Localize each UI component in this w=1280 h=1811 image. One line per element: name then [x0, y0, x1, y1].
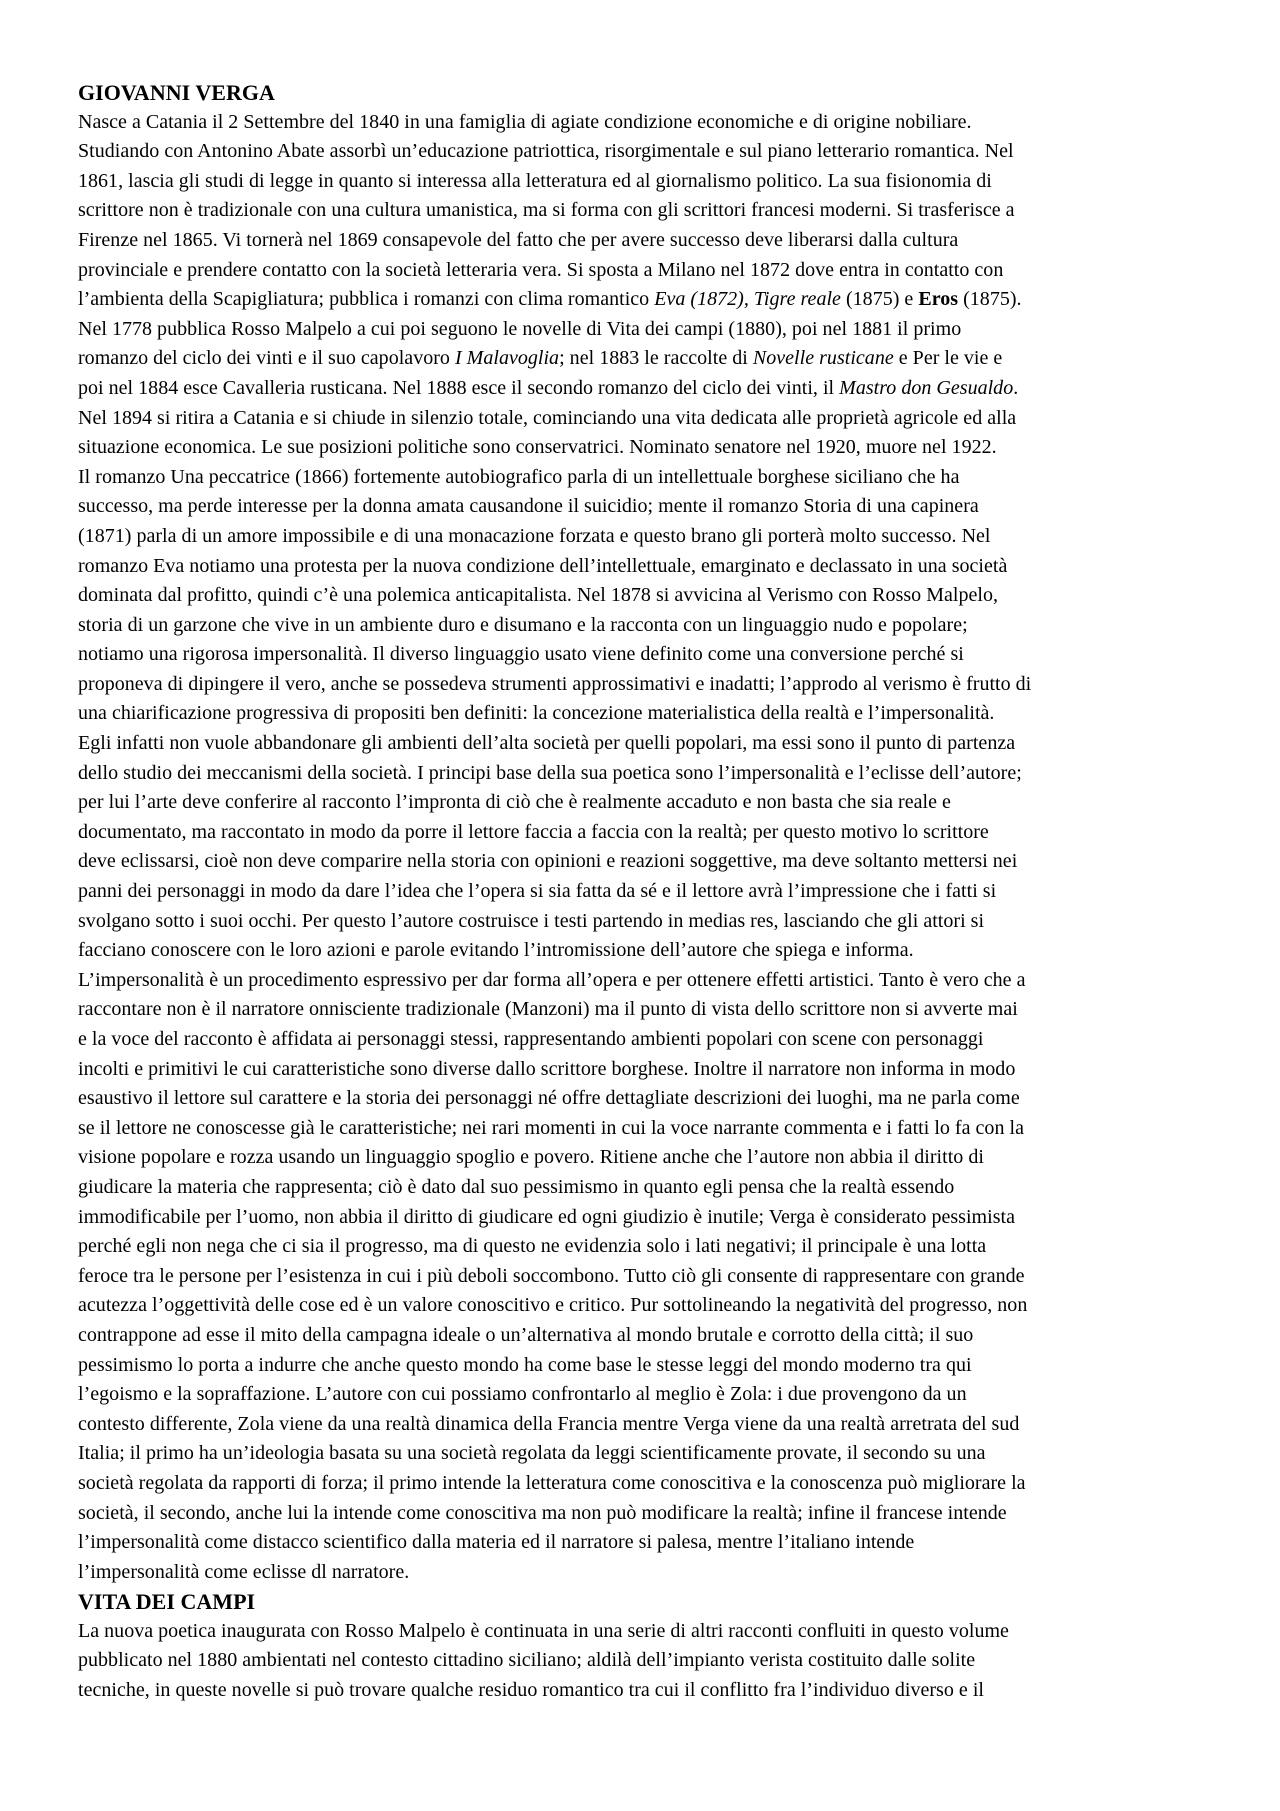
- text-run: panni dei personaggi in modo da dare l’idea che l’opera si sia fatta da sé e il lettore avrà l’impressione che i fatti si: [78, 880, 997, 903]
- text-run: ; nel 1883 le raccolte di: [559, 347, 753, 370]
- text-run: visione popolare e rozza usando un linguaggio spoglio e povero. Ritiene anche che l’autore non abbia il diritto di: [78, 1146, 984, 1169]
- text-line: [78, 374, 1210, 404]
- text-line: [78, 1439, 1210, 1469]
- text-run: perché egli non nega che ci sia il progresso, ma di questo ne evidenzia solo i lati negativi; il principale è una lotta: [78, 1235, 987, 1258]
- text-line: [78, 1558, 1210, 1588]
- text-line: [78, 699, 1210, 729]
- text-line: [78, 1528, 1210, 1558]
- section-heading-vita-dei-campi: VITA DEI CAMPI: [78, 1589, 256, 1615]
- text-line: [78, 463, 1210, 493]
- text-line: [78, 1203, 1210, 1233]
- text-run: 1861, lascia gli studi di legge in quanto si interessa alla letteratura ed al giornalismo politico. La sua fisionomia di: [78, 169, 992, 192]
- text-line: [78, 433, 1210, 463]
- text-line: [78, 995, 1210, 1025]
- text-run: provinciale e prendere contatto con la società letteraria vera. Si sposta a Milano nel 1872 dove entra in contatto con: [78, 258, 1004, 281]
- text-line: [78, 1380, 1210, 1410]
- text-line: [78, 1617, 1210, 1647]
- text-run: Nel 1778 pubblica Rosso Malpelo a cui poi seguono le novelle di Vita dei campi (1880), poi nel 1881 il primo: [78, 317, 962, 340]
- text-line: [78, 404, 1210, 434]
- text-run: Nasce a Catania il 2 Settembre del 1840 in una famiglia di agiate condizione economiche e di origine nobiliare.: [78, 110, 972, 133]
- text-run: L’impersonalità è un procedimento espressivo per dar forma all’opera e per ottenere effetti artistici. Tanto è vero che a: [78, 968, 1026, 991]
- text-run: esaustivo il lettore sul carattere e la storia dei personaggi né offre dettagliate descrizioni dei luoghi, ma ne parla come: [78, 1087, 1020, 1110]
- text-run: notiamo una rigorosa impersonalità. Il diverso linguaggio usato viene definito come una conversione perché si: [78, 643, 964, 666]
- text-line: [78, 877, 1210, 907]
- text-line: [78, 256, 1210, 286]
- text-line: [78, 640, 1210, 670]
- text-run: Italia; il primo ha un’ideologia basata su una società regolata da leggi scientificamente provate, il secondo su una: [78, 1442, 986, 1465]
- text-line: [78, 344, 1210, 374]
- text-line: [78, 966, 1210, 996]
- text-line: [78, 1646, 1210, 1676]
- text-run: e la voce del racconto è affidata ai personaggi stessi, rappresentando ambienti popolari con scene con personaggi: [78, 1028, 984, 1050]
- text-run: romanzo Eva notiamo una protesta per la nuova condizione dell’intellettuale, emarginato e declassato in una società: [78, 554, 1008, 577]
- text-run: Studiando con Antonino Abate assorbì un’educazione patriottica, risorgimentale e sul piano letterario romantica. Nel: [78, 140, 1014, 163]
- text-run: tecniche, in queste novelle si può trovare qualche residuo romantico tra cui il conflitto fra l’individuo diverso e il: [78, 1679, 984, 1702]
- text-run: giudicare la materia che rappresenta; ciò è dato dal suo pessimismo in quanto egli pensa che la realtà essendo: [78, 1175, 955, 1198]
- text-run: .: [1013, 376, 1019, 399]
- text-line: [78, 108, 1210, 138]
- text-line: [78, 1410, 1210, 1440]
- text-run: svolgano sotto i suoi occhi. Per questo l’autore costruisce i testi partendo in medias res, lasciando che gli attori si: [78, 909, 985, 932]
- italic-title: Eva (1872), Tigre reale: [654, 288, 841, 311]
- text-line: [78, 285, 1210, 315]
- text-line: [78, 1055, 1210, 1085]
- text-run: romanzo del ciclo dei vinti e il suo capolavoro: [78, 347, 455, 370]
- text-run: feroce tra le persone per l’esistenza in cui i più deboli soccombono. Tutto ciò gli consente di rappresentare con grande: [78, 1264, 1025, 1287]
- text-run: Egli infatti non vuole abbandonare gli ambienti dell’alta società per quelli popolari, ma essi sono il punto di partenza: [78, 732, 1016, 755]
- text-run: pubblicato nel 1880 ambientati nel contesto cittadino siciliano; aldilà dell’impianto verista costituito dalle solite: [78, 1649, 976, 1672]
- text-line: [78, 1114, 1210, 1144]
- text-run: La nuova poetica inaugurata con Rosso Malpelo è continuata in una serie di altri racconti confluiti in questo volume: [78, 1619, 1009, 1642]
- text-run: (1875) e: [840, 288, 919, 311]
- italic-title: I Malavoglia: [454, 347, 560, 370]
- text-run: Nel 1894 si ritira a Catania e si chiude in silenzio totale, cominciando una vita dedicata alle proprietà agricole ed alla: [78, 406, 1017, 429]
- text-run: scrittore non è tradizionale con una cultura umanistica, ma si forma con gli scrittori francesi moderni. Si trasferisce a: [78, 199, 1015, 222]
- text-run: storia di un garzone che vive in un ambiente duro e disumano e la racconta con un linguaggio nudo e popolare;: [78, 613, 968, 636]
- bold-title: Eros: [918, 288, 959, 311]
- text-run: proponeva di dipingere il vero, anche se possedeva strumenti approssimativi e inadatti; l’approdo al verismo è frutto di: [78, 672, 1032, 695]
- text-run: poi nel 1884 esce Cavalleria rusticana. Nel 1888 esce il secondo romanzo del ciclo dei vinti, il: [78, 376, 840, 399]
- italic-title: Mastro don Gesualdo: [839, 376, 1014, 399]
- text-run: contrappone ad esse il mito della campagna ideale o un’alternativa al mondo brutale e corrotto della città; il suo: [78, 1323, 974, 1346]
- text-line: [78, 1025, 1210, 1055]
- text-line: [78, 1351, 1210, 1381]
- text-line: [78, 552, 1210, 582]
- text-run: l’ambienta della Scapigliatura; pubblica i romanzi con clima romantico: [78, 288, 655, 311]
- text-line: [78, 1084, 1210, 1114]
- text-run: se il lettore ne conoscesse già le caratteristiche; nei rari momenti in cui la voce narrante commenta e i fatti lo fa con la: [78, 1116, 1024, 1139]
- text-run: l’impersonalità come eclisse dl narratore.: [78, 1560, 410, 1583]
- text-run: Firenze nel 1865. Vi tornerà nel 1869 consapevole del fatto che per avere successo deve liberarsi dalla cultura: [78, 228, 959, 251]
- text-line: [78, 137, 1210, 167]
- text-run: situazione economica. Le sue posizioni politiche sono conservatrici. Nominato senatore nel 1920, muore nel 1922.: [78, 436, 997, 459]
- text-run: acutezza l’oggettività delle cose ed è un valore conoscitivo e critico. Pur sottolineando la negatività del progresso, non: [78, 1294, 1028, 1317]
- text-line: [78, 581, 1210, 611]
- section-body-vita-dei-campi: [78, 1617, 1210, 1706]
- text-line: [78, 1499, 1210, 1529]
- text-line: [78, 818, 1210, 848]
- text-line: [78, 729, 1210, 759]
- text-run: facciano conoscere con le loro azioni e parole evitando l’intromissione dell’autore che spiega e informa.: [78, 939, 914, 962]
- text-line: [78, 936, 1210, 966]
- section-heading-giovanni-verga: GIOVANNI VERGA: [78, 80, 275, 105]
- text-run: raccontare non è il narratore onnisciente tradizionale (Manzoni) ma il punto di vista dello scrittore non si avverte mai: [78, 998, 1018, 1021]
- text-line: [78, 167, 1210, 197]
- text-line: [78, 907, 1210, 937]
- text-line: [78, 226, 1210, 256]
- text-run: una chiarificazione progressiva di propositi ben definiti: la concezione materialistica della realtà e l’impersonalità.: [78, 702, 995, 725]
- text-run: per lui l’arte deve conferire al racconto l’impronta di ciò che è realmente accaduto e non basta che sia reale e: [78, 791, 951, 814]
- text-run: documentato, ma raccontato in modo da porre il lettore faccia a faccia con la realtà; per questo motivo lo scrittore: [78, 820, 989, 843]
- text-line: [78, 196, 1210, 226]
- text-line: [78, 522, 1210, 552]
- section-body-giovanni-verga: [78, 108, 1210, 1588]
- italic-title: Novelle rusticane: [752, 347, 894, 370]
- text-run: (1875).: [958, 288, 1022, 311]
- text-run: immodificabile per l’uomo, non abbia il diritto di giudicare ed ogni giudizio è inutile; Verga è considerato pessimista: [78, 1205, 1015, 1228]
- text-run: Il romanzo Una peccatrice (1866) fortemente autobiografico parla di un intellettuale borghese siciliano che ha: [78, 465, 960, 488]
- text-line: [78, 847, 1210, 877]
- text-run: pessimismo lo porta a indurre che anche questo mondo ha come base le stesse leggi del mondo moderno tra qui: [78, 1353, 972, 1376]
- text-run: successo, ma perde interesse per la donna amata causandone il suicidio; mente il romanzo Storia di una capinera: [78, 495, 979, 518]
- text-run: e Per le vie e: [893, 347, 1003, 370]
- text-run: incolti e primitivi le cui caratteristiche sono diverse dallo scrittore borghese. Inoltre il narratore non informa in modo: [78, 1057, 1016, 1080]
- text-line: [78, 1262, 1210, 1292]
- text-line: [78, 1291, 1210, 1321]
- text-line: [78, 1469, 1210, 1499]
- text-line: [78, 788, 1210, 818]
- text-line: [78, 1173, 1210, 1203]
- text-line: [78, 1676, 1210, 1706]
- text-run: l’impersonalità come distacco scientifico dalla materia ed il narratore si palesa, mentre l’italiano intende: [78, 1531, 915, 1554]
- text-line: [78, 611, 1210, 641]
- document-page: [78, 78, 1210, 1706]
- text-line: [78, 670, 1210, 700]
- text-line: [78, 1143, 1210, 1173]
- text-run: deve eclissarsi, cioè non deve comparire nella storia con opinioni e reazioni soggettive, ma deve soltanto mettersi nei: [78, 850, 1018, 873]
- text-run: società regolata da rapporti di forza; il primo intende la letteratura come conoscitiva e la conoscenza può migliorare la: [78, 1471, 1026, 1494]
- text-run: contesto differente, Zola viene da una realtà dinamica della Francia mentre Verga viene da una realtà arretrata del sud: [78, 1412, 1020, 1435]
- text-run: dello studio dei meccanismi della società. I principi base della sua poetica sono l’impersonalità e l’eclisse dell’autore;: [78, 761, 1022, 784]
- text-line: [78, 492, 1210, 522]
- text-line: [78, 1232, 1210, 1262]
- text-line: [78, 759, 1210, 789]
- text-run: dominata dal profitto, quindi c’è una polemica anticapitalista. Nel 1878 si avvicina al Verismo con Rosso Malpelo,: [78, 584, 999, 607]
- text-line: [78, 1321, 1210, 1351]
- text-run: (1871) parla di un amore impossibile e di una monacazione forzata e questo brano gli porterà molto successo. Nel: [78, 524, 991, 547]
- text-run: società, il secondo, anche lui la intende come conoscitiva ma non può modificare la realtà; infine il francese intende: [78, 1501, 1007, 1524]
- text-run: l’egoismo e la sopraffazione. L’autore con cui possiamo confrontarlo al meglio è Zola: i due provengono da un: [78, 1383, 967, 1406]
- text-line: [78, 315, 1210, 345]
